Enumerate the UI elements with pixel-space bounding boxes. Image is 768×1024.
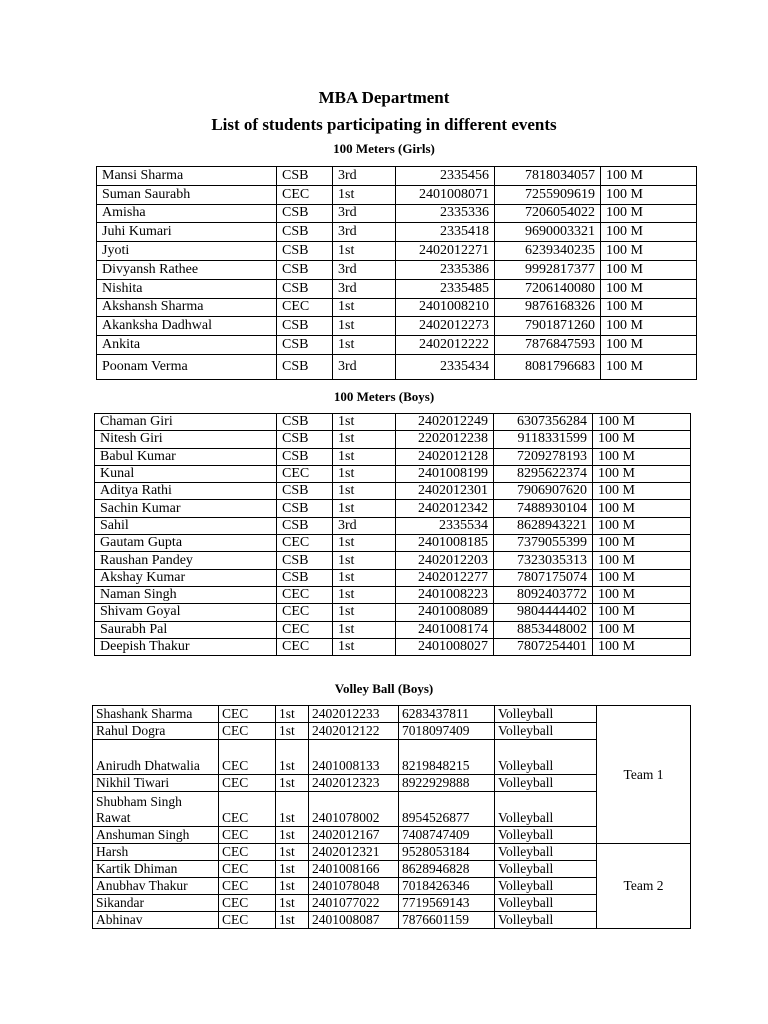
phone-number-cell: 7876847593 (495, 336, 601, 355)
roll-number-cell: 2401008087 (309, 912, 399, 929)
student-name-cell: Akanksha Dadhwal (97, 317, 277, 336)
table-row (95, 535, 691, 552)
department-cell: CSB (277, 279, 333, 298)
department-cell: CEC (219, 895, 276, 912)
event-cell: 100 M (593, 535, 691, 552)
student-name-cell: Suman Saurabh (97, 185, 277, 204)
team-label-cell: Team 1 (597, 706, 691, 844)
department-cell: CEC (277, 621, 333, 638)
roll-number-cell: 2401077022 (309, 895, 399, 912)
roll-number-cell: 2402012323 (309, 775, 399, 792)
event-cell: 100 M (593, 517, 691, 534)
student-name-cell: Gautam Gupta (95, 535, 277, 552)
year-cell: 1st (333, 242, 396, 261)
phone-number-cell: 7379055399 (494, 535, 593, 552)
table-row (95, 431, 691, 448)
year-cell: 1st (276, 775, 309, 792)
table-row (95, 500, 691, 517)
student-name-cell: Mansi Sharma (97, 167, 277, 186)
table-row (95, 604, 691, 621)
roll-number-cell: 2401008210 (396, 298, 495, 317)
event-cell: 100 M (593, 569, 691, 586)
year-cell: 1st (333, 552, 396, 569)
phone-number-cell: 6307356284 (494, 414, 593, 431)
department-cell: CSB (277, 167, 333, 186)
table-row (97, 354, 697, 379)
roll-number-cell: 2402012128 (396, 448, 494, 465)
roll-number-cell: 2401008166 (309, 861, 399, 878)
phone-number-cell: 9118331599 (494, 431, 593, 448)
student-name-cell: Abhinav (93, 912, 219, 929)
student-name-cell: Rahul Dogra (93, 723, 219, 740)
event-cell: Volleyball (495, 706, 597, 723)
table-row (95, 483, 691, 500)
year-cell: 1st (333, 638, 396, 655)
event-cell: 100 M (601, 204, 697, 223)
table-row (95, 552, 691, 569)
department-cell: CEC (277, 535, 333, 552)
volleyball-table (92, 705, 691, 929)
phone-number-cell: 7206140080 (495, 279, 601, 298)
department-cell: CEC (277, 586, 333, 603)
section-title-boys: 100 Meters (Boys) (333, 389, 435, 404)
roll-number-cell: 2401008133 (309, 740, 399, 775)
phone-number-cell: 6283437811 (399, 706, 495, 723)
year-cell: 1st (276, 878, 309, 895)
department-cell: CSB (277, 517, 333, 534)
phone-number-cell: 7209278193 (494, 448, 593, 465)
department-cell: CSB (277, 431, 333, 448)
phone-number-cell: 7818034057 (495, 167, 601, 186)
roll-number-cell: 2401008071 (396, 185, 495, 204)
phone-number-cell: 7488930104 (494, 500, 593, 517)
table-row (95, 569, 691, 586)
year-cell: 1st (333, 586, 396, 603)
department-cell: CEC (219, 827, 276, 844)
year-cell: 1st (333, 336, 396, 355)
event-cell: Volleyball (495, 775, 597, 792)
student-name-cell: Amisha (97, 204, 277, 223)
year-cell: 1st (333, 604, 396, 621)
phone-number-cell: 7206054022 (495, 204, 601, 223)
roll-number-cell: 2335336 (396, 204, 495, 223)
department-cell: CSB (277, 500, 333, 517)
roll-number-cell: 2402012301 (396, 483, 494, 500)
student-name-cell: Saurabh Pal (95, 621, 277, 638)
phone-number-cell: 7255909619 (495, 185, 601, 204)
year-cell: 1st (333, 535, 396, 552)
department-cell: CSB (277, 242, 333, 261)
event-cell: 100 M (601, 279, 697, 298)
team-label-cell: Team 2 (597, 844, 691, 929)
student-name-cell: Deepish Thakur (95, 638, 277, 655)
roll-number-cell: 2401008199 (396, 465, 494, 482)
student-name-cell: Kartik Dhiman (93, 861, 219, 878)
year-cell: 1st (333, 569, 396, 586)
event-cell: Volleyball (495, 827, 597, 844)
year-cell: 3rd (333, 354, 396, 379)
student-name-cell: Juhi Kumari (97, 223, 277, 242)
department-cell: CSB (277, 569, 333, 586)
event-cell: Volleyball (495, 912, 597, 929)
year-cell: 1st (276, 827, 309, 844)
department-cell: CEC (219, 740, 276, 775)
phone-number-cell: 8628946828 (399, 861, 495, 878)
roll-number-cell: 2335434 (396, 354, 495, 379)
department-cell: CEC (277, 638, 333, 655)
year-cell: 1st (276, 792, 309, 827)
department-cell: CEC (219, 861, 276, 878)
student-name-cell: Akshay Kumar (95, 569, 277, 586)
year-cell: 1st (276, 861, 309, 878)
event-cell: Volleyball (495, 740, 597, 775)
department-cell: CEC (277, 465, 333, 482)
phone-number-cell: 9876168326 (495, 298, 601, 317)
event-cell: Volleyball (495, 723, 597, 740)
year-cell: 1st (333, 621, 396, 638)
table-row (95, 621, 691, 638)
department-cell: CSB (277, 317, 333, 336)
phone-number-cell: 8853448002 (494, 621, 593, 638)
phone-number-cell: 7807254401 (494, 638, 593, 655)
table-row (97, 298, 697, 317)
student-name-cell: Poonam Verma (97, 354, 277, 379)
phone-number-cell: 8092403772 (494, 586, 593, 603)
roll-number-cell: 2335418 (396, 223, 495, 242)
phone-number-cell: 7323035313 (494, 552, 593, 569)
year-cell: 1st (333, 431, 396, 448)
roll-number-cell: 2402012249 (396, 414, 494, 431)
phone-number-cell: 9690003321 (495, 223, 601, 242)
year-cell: 1st (333, 414, 396, 431)
table-row (97, 223, 697, 242)
student-name-cell: Aditya Rathi (95, 483, 277, 500)
student-name-cell: Kunal (95, 465, 277, 482)
phone-number-cell: 8081796683 (495, 354, 601, 379)
roll-number-cell: 2401078048 (309, 878, 399, 895)
roll-number-cell: 2401078002 (309, 792, 399, 827)
student-name-cell: Anshuman Singh (93, 827, 219, 844)
roll-number-cell: 2401008223 (396, 586, 494, 603)
table-row (97, 185, 697, 204)
department-cell: CEC (219, 775, 276, 792)
phone-number-cell: 9804444402 (494, 604, 593, 621)
event-cell: 100 M (601, 260, 697, 279)
boys-100m-table (94, 413, 691, 656)
event-cell: 100 M (601, 298, 697, 317)
phone-number-cell: 8295622374 (494, 465, 593, 482)
roll-number-cell: 2402012222 (396, 336, 495, 355)
roll-number-cell: 2401008185 (396, 535, 494, 552)
phone-number-cell: 9528053184 (399, 844, 495, 861)
event-cell: 100 M (601, 354, 697, 379)
event-cell: 100 M (601, 167, 697, 186)
department-cell: CEC (219, 723, 276, 740)
year-cell: 3rd (333, 279, 396, 298)
department-cell: CEC (219, 912, 276, 929)
roll-number-cell: 2402012122 (309, 723, 399, 740)
student-name-cell: Sahil (95, 517, 277, 534)
department-cell: CSB (277, 336, 333, 355)
event-cell: 100 M (601, 223, 697, 242)
student-name-cell: Divyansh Rathee (97, 260, 277, 279)
year-cell: 3rd (333, 204, 396, 223)
roll-number-cell: 2402012233 (309, 706, 399, 723)
year-cell: 3rd (333, 517, 396, 534)
table-row (95, 465, 691, 482)
event-cell: 100 M (593, 431, 691, 448)
department-cell: CSB (277, 483, 333, 500)
event-cell: Volleyball (495, 861, 597, 878)
department-cell: CEC (219, 878, 276, 895)
event-cell: 100 M (593, 448, 691, 465)
year-cell: 1st (276, 740, 309, 775)
table-row (97, 242, 697, 261)
phone-number-cell: 6239340235 (495, 242, 601, 261)
student-name-cell: Sikandar (93, 895, 219, 912)
year-cell: 1st (333, 298, 396, 317)
event-cell: Volleyball (495, 844, 597, 861)
roll-number-cell: 2402012342 (396, 500, 494, 517)
event-cell: 100 M (601, 242, 697, 261)
event-cell: 100 M (593, 500, 691, 517)
phone-number-cell: 7906907620 (494, 483, 593, 500)
roll-number-cell: 2335456 (396, 167, 495, 186)
roll-number-cell: 2202012238 (396, 431, 494, 448)
table-row (97, 317, 697, 336)
department-cell: CSB (277, 414, 333, 431)
roll-number-cell: 2402012271 (396, 242, 495, 261)
phone-number-cell: 7018097409 (399, 723, 495, 740)
student-name-cell: Harsh (93, 844, 219, 861)
phone-number-cell: 8628943221 (494, 517, 593, 534)
student-name-cell: Naman Singh (95, 586, 277, 603)
event-cell: 100 M (593, 465, 691, 482)
event-cell: 100 M (593, 414, 691, 431)
student-name-cell: Jyoti (97, 242, 277, 261)
roll-number-cell: 2335534 (396, 517, 494, 534)
year-cell: 1st (333, 500, 396, 517)
year-cell: 1st (333, 185, 396, 204)
student-name-cell: Anirudh Dhatwalia (93, 740, 219, 775)
phone-number-cell: 9992817377 (495, 260, 601, 279)
roll-number-cell: 2335386 (396, 260, 495, 279)
roll-number-cell: 2402012273 (396, 317, 495, 336)
phone-number-cell: 7876601159 (399, 912, 495, 929)
student-name-cell: Shashank Sharma (93, 706, 219, 723)
student-name-cell: Shivam Goyal (95, 604, 277, 621)
student-name-cell: Nishita (97, 279, 277, 298)
table-row (93, 706, 691, 723)
department-cell: CSB (277, 448, 333, 465)
event-cell: 100 M (601, 336, 697, 355)
table-row (95, 448, 691, 465)
year-cell: 1st (333, 483, 396, 500)
department-cell: CSB (277, 552, 333, 569)
student-name-cell: Sachin Kumar (95, 500, 277, 517)
event-cell: 100 M (593, 483, 691, 500)
department-cell: CSB (277, 204, 333, 223)
department-cell: CSB (277, 354, 333, 379)
student-name-cell: Nikhil Tiwari (93, 775, 219, 792)
table-row (97, 204, 697, 223)
roll-number-cell: 2401008174 (396, 621, 494, 638)
table-row (93, 844, 691, 861)
department-title: MBA Department (318, 88, 450, 107)
section-title-volleyball: Volley Ball (Boys) (334, 681, 434, 696)
roll-number-cell: 2401008027 (396, 638, 494, 655)
year-cell: 1st (276, 912, 309, 929)
roll-number-cell: 2402012203 (396, 552, 494, 569)
department-cell: CEC (277, 298, 333, 317)
year-cell: 3rd (333, 167, 396, 186)
document-subtitle: List of students participating in different events (211, 115, 557, 134)
student-name-cell: Ankita (97, 336, 277, 355)
department-cell: CEC (277, 185, 333, 204)
student-name-cell: Akshansh Sharma (97, 298, 277, 317)
department-cell: CSB (277, 223, 333, 242)
event-cell: 100 M (601, 185, 697, 204)
year-cell: 1st (276, 706, 309, 723)
department-cell: CEC (219, 706, 276, 723)
event-cell: 100 M (593, 552, 691, 569)
year-cell: 3rd (333, 223, 396, 242)
phone-number-cell: 7901871260 (495, 317, 601, 336)
table-row (95, 414, 691, 431)
department-cell: CEC (219, 792, 276, 827)
year-cell: 1st (276, 723, 309, 740)
event-cell: 100 M (593, 638, 691, 655)
student-name-cell: Shubham Singh Rawat (93, 792, 219, 827)
event-cell: 100 M (593, 604, 691, 621)
department-cell: CEC (219, 844, 276, 861)
table-row (97, 167, 697, 186)
phone-number-cell: 7408747409 (399, 827, 495, 844)
event-cell: Volleyball (495, 895, 597, 912)
phone-number-cell: 8954526877 (399, 792, 495, 827)
phone-number-cell: 7807175074 (494, 569, 593, 586)
phone-number-cell: 7018426346 (399, 878, 495, 895)
event-cell: Volleyball (495, 878, 597, 895)
student-name-cell: Nitesh Giri (95, 431, 277, 448)
event-cell: 100 M (593, 621, 691, 638)
section-title-girls: 100 Meters (Girls) (333, 141, 435, 156)
student-name-cell: Chaman Giri (95, 414, 277, 431)
year-cell: 1st (276, 895, 309, 912)
table-row (97, 279, 697, 298)
department-cell: CEC (277, 604, 333, 621)
year-cell: 1st (333, 317, 396, 336)
girls-100m-table (96, 166, 697, 380)
year-cell: 1st (333, 465, 396, 482)
roll-number-cell: 2402012321 (309, 844, 399, 861)
student-name-cell: Anubhav Thakur (93, 878, 219, 895)
student-name-cell: Raushan Pandey (95, 552, 277, 569)
roll-number-cell: 2402012277 (396, 569, 494, 586)
phone-number-cell: 7719569143 (399, 895, 495, 912)
table-row (95, 586, 691, 603)
event-cell: 100 M (601, 317, 697, 336)
table-row (95, 638, 691, 655)
table-row (95, 517, 691, 534)
phone-number-cell: 8922929888 (399, 775, 495, 792)
year-cell: 3rd (333, 260, 396, 279)
year-cell: 1st (333, 448, 396, 465)
year-cell: 1st (276, 844, 309, 861)
table-row (97, 336, 697, 355)
roll-number-cell: 2402012167 (309, 827, 399, 844)
phone-number-cell: 8219848215 (399, 740, 495, 775)
roll-number-cell: 2335485 (396, 279, 495, 298)
event-cell: 100 M (593, 586, 691, 603)
table-row (97, 260, 697, 279)
student-name-cell: Babul Kumar (95, 448, 277, 465)
roll-number-cell: 2401008089 (396, 604, 494, 621)
event-cell: Volleyball (495, 792, 597, 827)
department-cell: CSB (277, 260, 333, 279)
